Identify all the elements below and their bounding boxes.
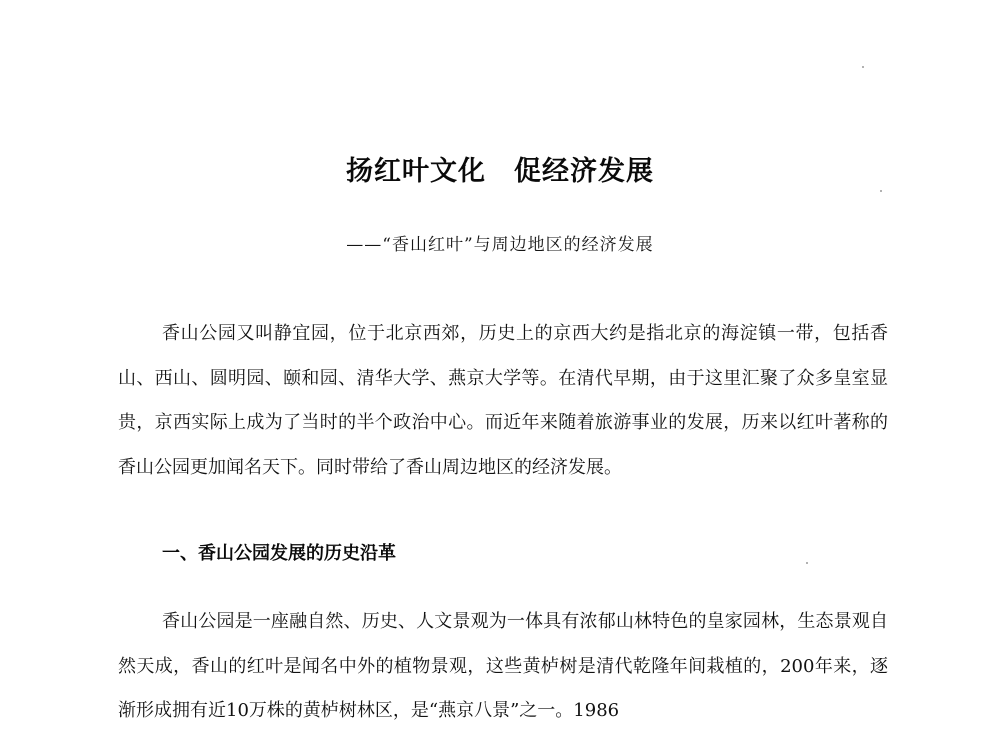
section-heading-1: 一、香山公园发展的历史沿革: [162, 543, 396, 564]
scan-speck: [806, 562, 808, 564]
body-paragraph-1: 香山公园又叫静宜园，位于北京西郊，历史上的京西大约是指北京的海淀镇一带，包括香山、西山、圆明园、颐和园、清华大学、燕京大学等。在清代早期，由于这里汇聚了众多皇室显贵，京西实际上成为了当时的半个政治中心。而近年来随着旅游事业的发展，历来以红叶著称的香山公园更加闻名天下。同时带给了香山周边地区的经济发展。: [118, 323, 888, 478]
scan-speck: [862, 66, 864, 68]
document-subtitle: ——“香山红叶”与周边地区的经济发展: [346, 235, 654, 255]
body-paragraph-2: 香山公园是一座融自然、历史、人文景观为一体具有浓郁山林特色的皇家园林，生态景观自然天成，香山的红叶是闻名中外的植物景观，这些黄栌树是清代乾隆年间栽植的，200年来，逐渐形成拥有近10万株的黄栌树林区，是“燕京八景”之一。1986: [118, 611, 888, 721]
document-title: 扬红叶文化 促经济发展: [346, 156, 654, 187]
scan-speck: [880, 190, 882, 192]
